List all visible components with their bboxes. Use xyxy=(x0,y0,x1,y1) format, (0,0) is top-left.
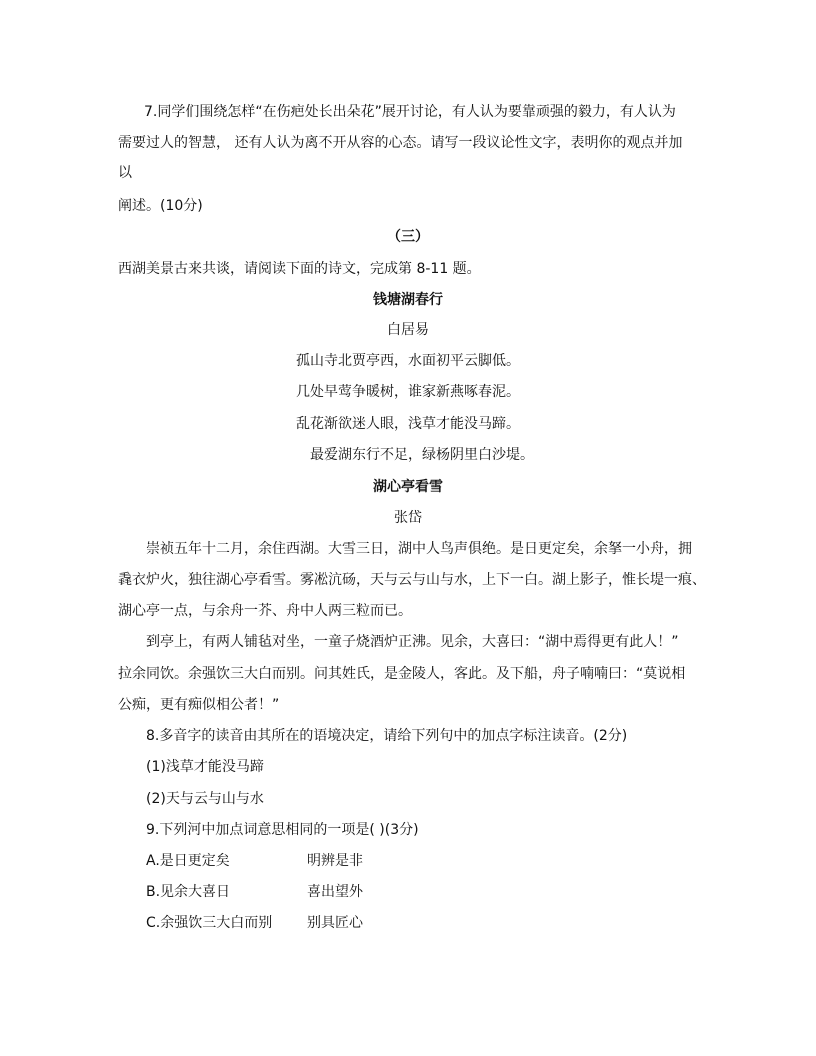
question-8-item: (1)浅草才能没马蹄 xyxy=(146,759,264,775)
prose-paragraph-2-line: 公痴，更有痴似相公者！” xyxy=(118,697,280,713)
poem-line: 最爱湖东行不足，绿杨阴里白沙堤。 xyxy=(310,447,534,463)
poem-line: 几处早莺争暖树，谁家新燕啄春泥。 xyxy=(296,384,520,400)
section-title: （三） xyxy=(387,229,429,245)
question-9-option-b: B.见余大喜日 xyxy=(146,884,231,900)
poem-line: 孤山寺北贾亭西，水面初平云脚低。 xyxy=(296,353,520,369)
question-9-option-a-compare: 明辨是非 xyxy=(307,853,363,869)
poem-line: 乱花渐欲迷人眼，浅草才能没马蹄。 xyxy=(296,416,520,432)
question-9-option-b-compare: 喜出望外 xyxy=(307,884,363,900)
question-8-stem: 8.多音字的读音由其所在的语境决定，请给下列句中的加点字标注读音。(2分) xyxy=(146,728,628,744)
prose-paragraph-1-line: 湖心亭一点，与余舟一芥、舟中人两三粒而已。 xyxy=(118,603,412,619)
prose-title: 湖心亭看雪 xyxy=(373,479,443,495)
question-9-option-c-compare: 别具匠心 xyxy=(307,915,363,931)
question-9-option-c: C.余强饮三大白而别 xyxy=(146,915,273,931)
question-7-line-4: 阐述。(10分) xyxy=(118,198,203,214)
poem-author: 白居易 xyxy=(387,322,429,338)
prose-paragraph-2-line: 到亭上，有两人铺毡对坐，一童子烧酒炉正沸。见余，大喜曰：“湖中焉得更有此人！” xyxy=(146,634,679,650)
prose-paragraph-1-line: 毳衣炉火，独往湖心亭看雪。雾凇沆砀，天与云与山与水，上下一白。湖上影子，惟长堤一痕、 xyxy=(118,572,706,588)
question-7-line-1: 7.同学们围绕怎样“在伤疤处长出朵花”展开讨论，有人认为要靠顽强的毅力，有人认为 xyxy=(144,104,676,120)
prose-paragraph-1-line: 崇祯五年十二月，余住西湖。大雪三日，湖中人鸟声俱绝。是日更定矣，余拏一小舟，拥 xyxy=(146,541,692,557)
question-9-stem: 9.下列河中加点词意思相同的一项是( )(3分) xyxy=(146,822,419,838)
question-9-option-a: A.是日更定矣 xyxy=(146,853,230,869)
prose-author: 张岱 xyxy=(394,510,422,526)
question-7-line-3: 以 xyxy=(118,165,132,181)
section-intro: 西湖美景古来共谈，请阅读下面的诗文，完成第 8-11 题。 xyxy=(118,261,481,277)
prose-paragraph-2-line: 拉余同饮。余强饮三大白而别。问其姓氏，是金陵人，客此。及下船，舟子喃喃曰：“莫说相 xyxy=(118,666,686,682)
poem-title: 钱塘湖春行 xyxy=(373,292,443,308)
question-7-line-2: 需要过人的智慧， 还有人认为离不开从容的心态。请写一段议论性文字，表明你的观点并加 xyxy=(118,135,683,151)
question-8-item: (2)天与云与山与水 xyxy=(146,791,264,807)
